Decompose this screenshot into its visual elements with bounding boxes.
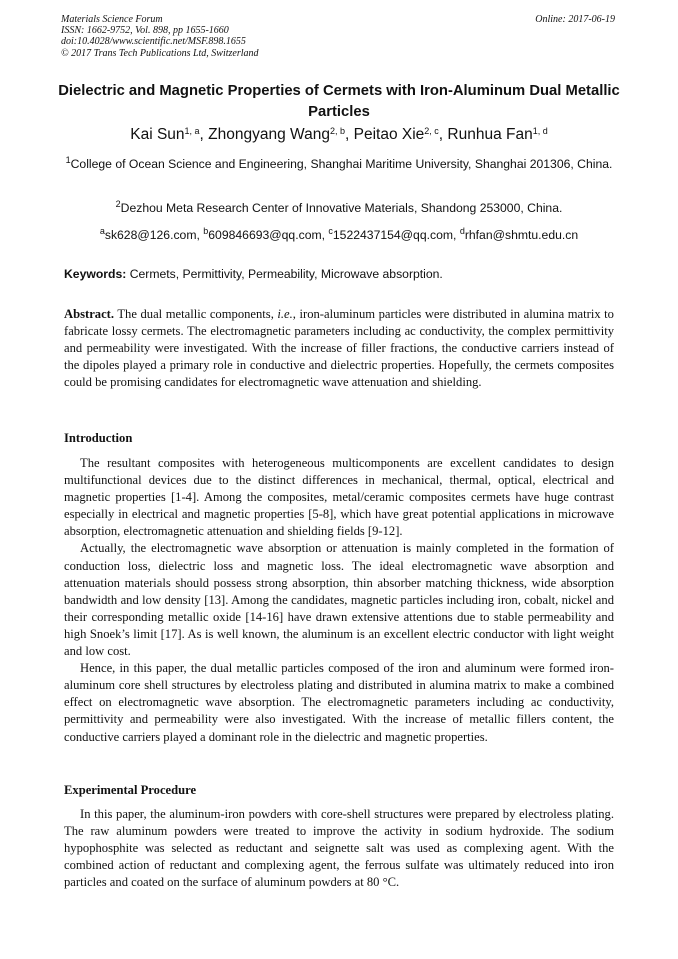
email-marker: c: [328, 226, 333, 236]
affiliation-marker: 2: [115, 199, 121, 209]
email-address: sk628@126.com: [104, 228, 197, 242]
email-separator: ,: [321, 228, 329, 242]
author-name: Peitao Xie: [353, 126, 425, 143]
paragraph: The resultant composites with heterogeneous multicomponents are excellent candidates to design multifunctional devices due to the distinct differences in mechanical, thermal, optical, electrical and magnetic properties [1-4]. Among the composites, metal/ceramic composites cermets have huge contrast especially in electrical and magnetic properties [5-8], which have great potential applications in microwave absorption, electromagnetic attenuation and shielding fields [9-12].: [64, 456, 614, 539]
email-marker: a: [99, 226, 105, 236]
copyright-line: © 2017 Trans Tech Publications Ltd, Switzerland: [61, 47, 259, 59]
affiliation-2: [55, 199, 623, 218]
email-separator: ,: [453, 228, 460, 242]
author-separator: ,: [199, 126, 209, 143]
keywords: [64, 266, 616, 283]
issn-line: ISSN: 1662-9752, Vol. 898, pp 1655-1660: [61, 25, 229, 37]
abstract-ie: i.e.: [277, 307, 293, 321]
doi-line: doi:10.4028/www.scientific.net/MSF.898.1655: [61, 36, 246, 48]
journal-info: [61, 14, 441, 59]
affiliation-text: Dezhou Meta Research Center of Innovative Materials, Shandong 253000, China.: [120, 201, 563, 215]
email-address: 1522437154@qq.com: [332, 228, 454, 242]
abstract: [64, 306, 614, 391]
email-marker: d: [459, 226, 465, 236]
email-separator: ,: [196, 228, 204, 242]
abstract-text-rest: , iron-aluminum particles were distributed in alumina matrix to fabricate lossy cermets. The electromagnetic parameters including ac conductivity, the complex permittivity and permeability were investigated. With the increase of filler fractions, the conductive carriers instead of the dipoles played a primary role in conductive and dielectric properties. Hopefully, the cermets composites could be promising candidates for electromagnetic wave attenuation and shielding.: [64, 307, 614, 390]
author-marker: 1, d: [532, 126, 548, 136]
email-marker: b: [203, 226, 209, 236]
journal-name: Materials Science Forum: [61, 14, 163, 25]
keywords-text: Cermets, Permittivity, Permeability, Microwave absorption.: [126, 267, 443, 281]
paragraph: In this paper, the aluminum-iron powders with core-shell structures were prepared by electroless plating. The raw aluminum powders were treated to improve the activity in sodium hydroxide. The sodium hypophosphite was selected as reductant and seignette salt was used as complexing agent. With the combined action of reductant and complexing agent, the ferrous sulfate was ultimately reduced into iron particles and coated on the surface of aluminum powders at 80 °C.: [64, 807, 614, 890]
author-marker: 2, b: [329, 126, 345, 136]
section-heading-introduction: Introduction: [64, 431, 133, 445]
keywords-label: Keywords:: [64, 267, 127, 281]
author-name: Runhua Fan: [447, 126, 533, 143]
introduction-body: [64, 455, 614, 746]
email-list: [40, 226, 638, 244]
author-separator: ,: [344, 126, 354, 143]
author-name: Kai Sun: [130, 126, 185, 143]
online-date: Online: 2017-06-19: [535, 14, 615, 25]
paragraph: Actually, the electromagnetic wave absorption or attenuation is mainly completed in the formation of conduction loss, dielectric loss and magnetic loss. The ideal electromagnetic wave absorption and attenuation materials should possess strong absorption, thin absorber matching thickness, wide absorption bandwidth and low density [13]. Among the candidates, magnetic particles including iron, cobalt, nickel and their corresponding metallic oxide [14-16] have drawn extensive attentions due to stable permeability and high Snoek’s limit [17]. As is well known, the aluminum is an excellent electric conductor with light weight and low cost.: [64, 541, 614, 659]
author-marker: 1, a: [184, 126, 200, 136]
email-address: rhfan@shmtu.edu.cn: [464, 228, 579, 242]
paper-title: Dielectric and Magnetic Properties of Cermets with Iron-Aluminum Dual Metallic Particles: [58, 83, 620, 120]
experimental-body: [64, 806, 614, 891]
paragraph: Hence, in this paper, the dual metallic particles composed of the iron and aluminum were formed iron-aluminum core shell structures by electroless plating and distributed in alumina matrix to make a combined effect on electromagnetic wave absorption. The electromagnetic parameters including ac conductivity, permittivity and permeability were also investigated. With the increase of metallic fillers content, the conductive carriers played a dominant role in the dielectric and magnetic properties.: [64, 661, 614, 744]
author-marker: 2, c: [424, 126, 439, 136]
abstract-paragraph: [64, 306, 614, 391]
section-heading-experimental: Experimental Procedure: [64, 783, 197, 797]
affiliation-text: College of Ocean Science and Engineering, Shanghai Maritime University, Shanghai 201306, China.: [70, 157, 613, 171]
email-address: 609846693@qq.com: [208, 228, 322, 242]
affiliation-1: [55, 155, 623, 174]
abstract-text-start: The dual metallic components,: [114, 307, 278, 321]
affiliation-marker: 1: [65, 155, 71, 165]
author-separator: ,: [438, 126, 448, 143]
author-name: Zhongyang Wang: [208, 126, 330, 143]
abstract-label: Abstract.: [64, 307, 115, 321]
author-list: [40, 125, 638, 145]
